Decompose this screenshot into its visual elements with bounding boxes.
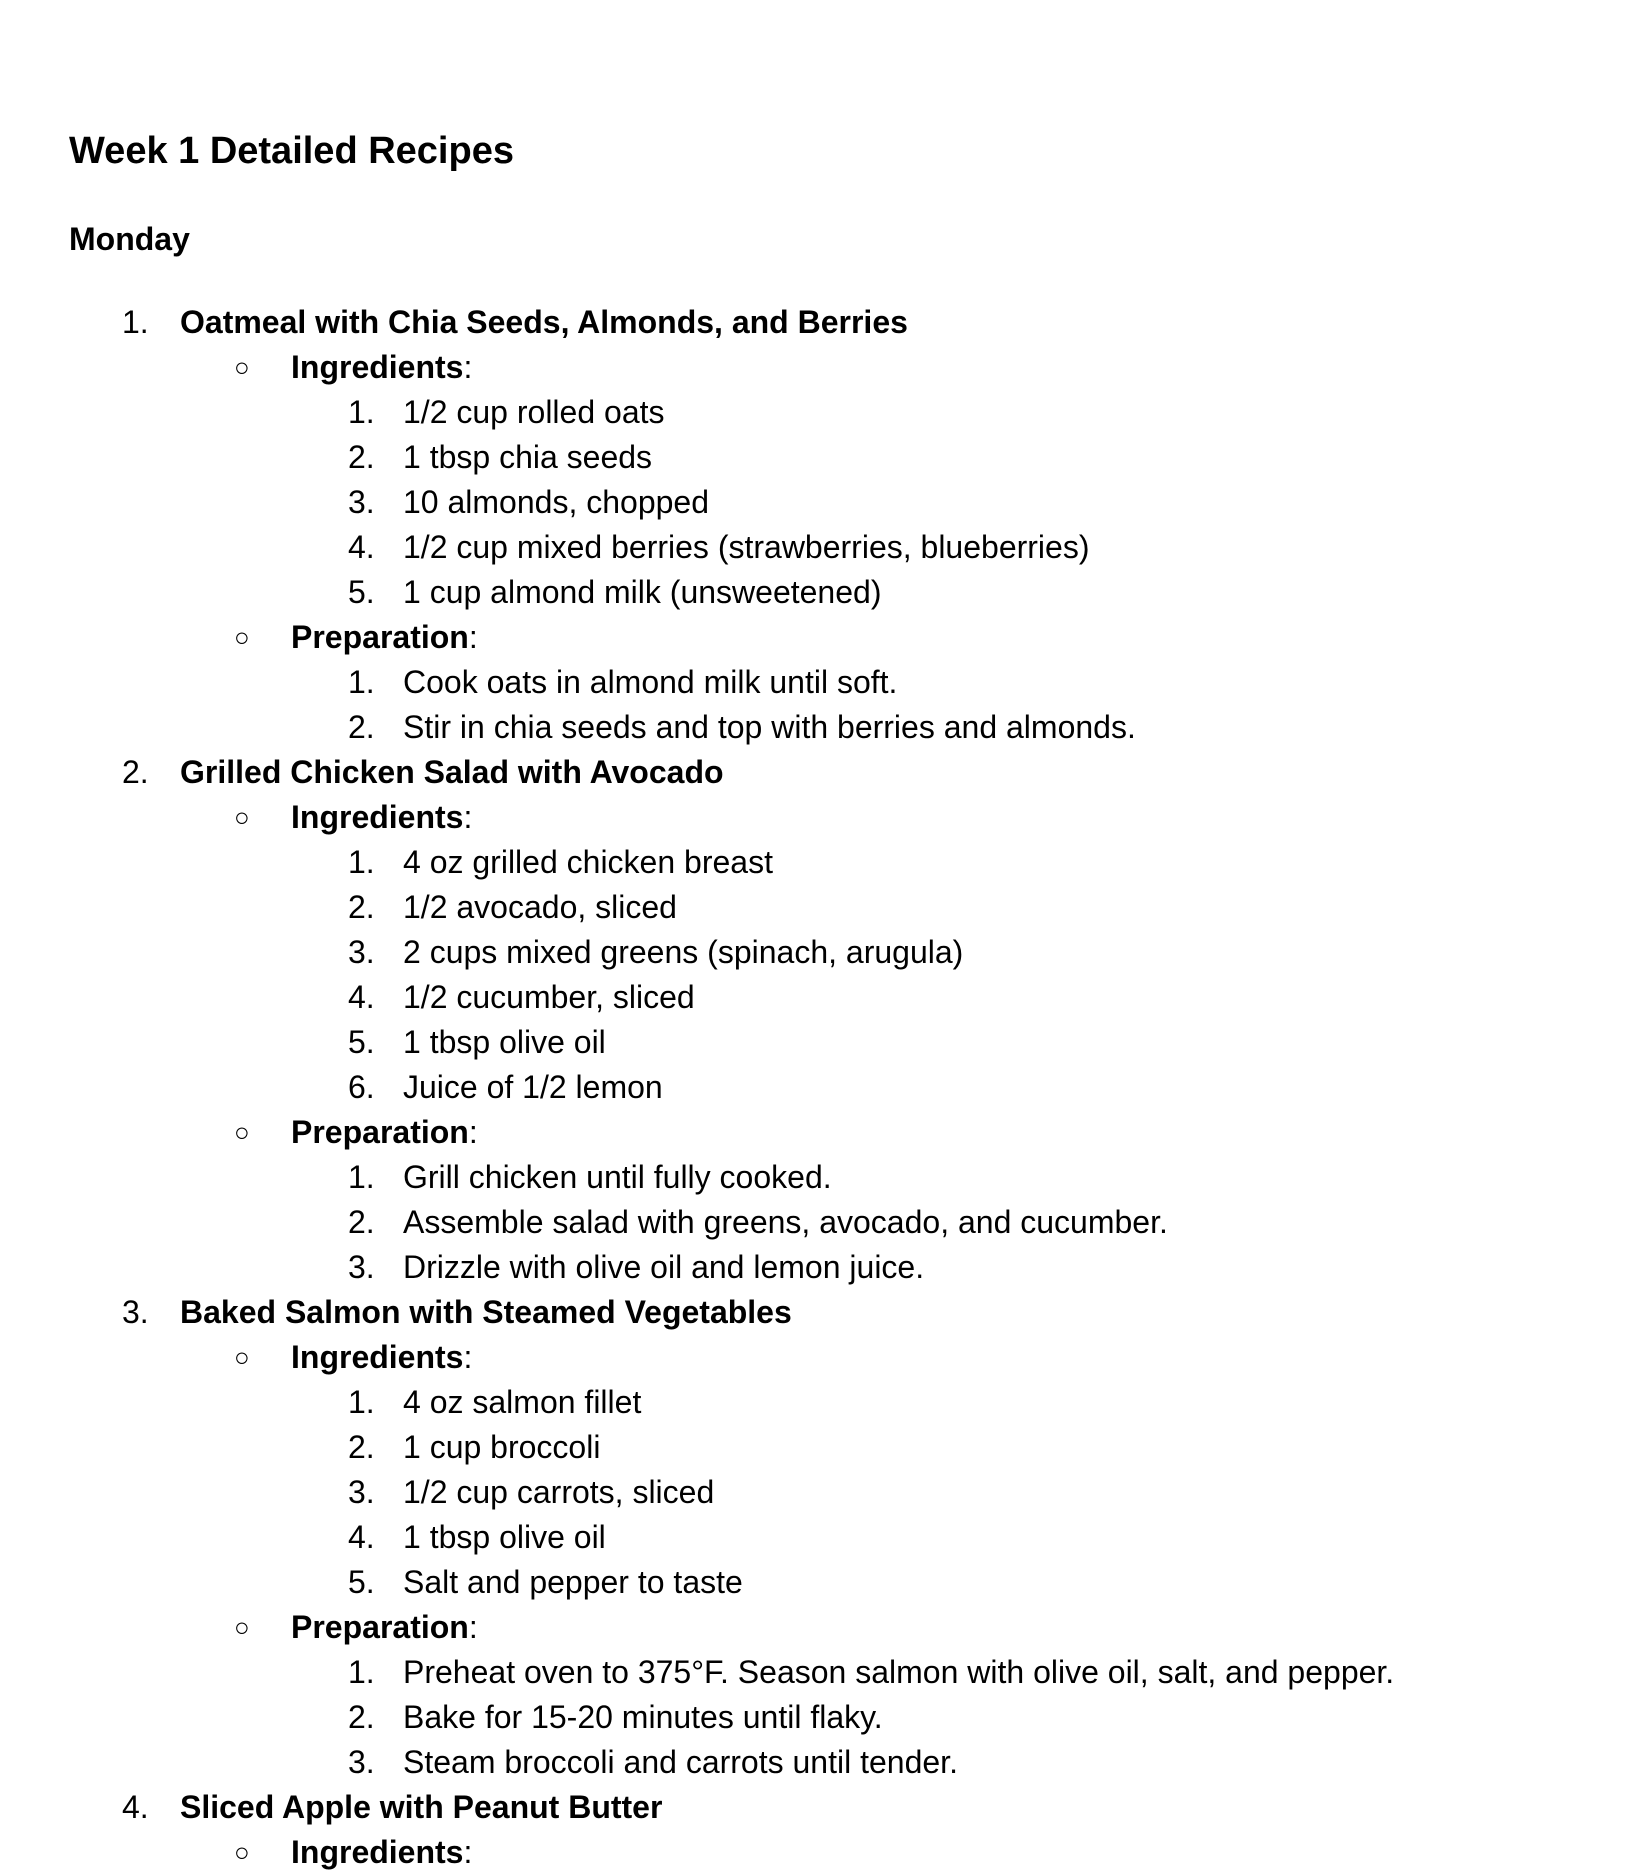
preparation-label: Preparation <box>291 1609 469 1645</box>
bullet-marker: ○ <box>234 1117 250 1147</box>
list-item-text: Juice of 1/2 lemon <box>403 1069 663 1105</box>
ingredients-item <box>0 1470 1636 1515</box>
list-item-text: 1 tbsp chia seeds <box>403 439 653 475</box>
list-number: 1. <box>348 1159 375 1195</box>
ingredients-label: Ingredients <box>291 1834 464 1870</box>
ingredients-heading <box>0 1830 1636 1875</box>
list-item-text: Assemble salad with greens, avocado, and cucumber. <box>403 1204 1168 1240</box>
ingredients-item <box>0 1020 1636 1065</box>
ingredients-label: Ingredients <box>291 1339 464 1375</box>
list-item-text <box>291 615 478 660</box>
ingredients-item <box>0 390 1636 435</box>
list-number: 2. <box>348 709 375 745</box>
list-number: 2. <box>348 1699 375 1735</box>
list-item-text: 1 tbsp olive oil <box>403 1519 606 1555</box>
ingredients-item <box>0 570 1636 615</box>
list-number: 3. <box>122 1294 149 1330</box>
preparation-item <box>0 1740 1636 1785</box>
list-item-text <box>291 1830 472 1875</box>
preparation-item <box>0 705 1636 750</box>
ingredients-item <box>0 930 1636 975</box>
ingredients-label: Ingredients <box>291 349 464 385</box>
list-item-text: Cook oats in almond milk until soft. <box>403 664 898 700</box>
recipe-list <box>0 300 1636 1875</box>
preparation-item <box>0 1695 1636 1740</box>
preparation-heading <box>0 1110 1636 1155</box>
list-number: 3. <box>348 934 375 970</box>
ingredients-item <box>0 975 1636 1020</box>
list-item-text: 1/2 cucumber, sliced <box>403 979 695 1015</box>
ingredients-item <box>0 480 1636 525</box>
recipe-title <box>0 1785 1636 1830</box>
list-number: 1. <box>122 304 149 340</box>
list-number: 1. <box>348 844 375 880</box>
list-number: 1. <box>348 1384 375 1420</box>
recipe-title <box>0 300 1636 345</box>
list-number: 1. <box>348 394 375 430</box>
ingredients-item <box>0 840 1636 885</box>
list-item-text: Steam broccoli and carrots until tender. <box>403 1744 958 1780</box>
bullet-marker: ○ <box>234 1342 250 1372</box>
label-colon: : <box>463 1339 473 1375</box>
list-item-text <box>291 795 472 840</box>
bullet-marker: ○ <box>234 1837 250 1867</box>
label-colon: : <box>468 1114 478 1150</box>
list-item-text <box>291 1605 478 1650</box>
list-item-text: Stir in chia seeds and top with berries and almonds. <box>403 709 1136 745</box>
label-colon: : <box>468 1609 478 1645</box>
list-item-text: Grilled Chicken Salad with Avocado <box>180 754 724 790</box>
list-item-text: 4 oz grilled chicken breast <box>403 844 773 880</box>
list-item-text: 4 oz salmon fillet <box>403 1384 642 1420</box>
list-item-text: Sliced Apple with Peanut Butter <box>180 1789 663 1825</box>
list-item-text: 1 cup almond milk (unsweetened) <box>403 574 882 610</box>
recipe-title <box>0 750 1636 795</box>
preparation-item <box>0 660 1636 705</box>
list-number: 3. <box>348 484 375 520</box>
ingredients-heading <box>0 1335 1636 1380</box>
ingredients-heading <box>0 345 1636 390</box>
list-number: 4. <box>122 1789 149 1825</box>
list-number: 5. <box>348 1564 375 1600</box>
list-item-text <box>291 1335 472 1380</box>
list-item-text: 1/2 cup carrots, sliced <box>403 1474 715 1510</box>
preparation-item <box>0 1245 1636 1290</box>
list-item-text: 10 almonds, chopped <box>403 484 709 520</box>
label-colon: : <box>463 349 473 385</box>
list-item-text: 1 tbsp olive oil <box>403 1024 606 1060</box>
bullet-marker: ○ <box>234 622 250 652</box>
list-number: 4. <box>348 979 375 1015</box>
label-colon: : <box>463 799 473 835</box>
list-item-text: Drizzle with olive oil and lemon juice. <box>403 1249 925 1285</box>
list-item-text: Grill chicken until fully cooked. <box>403 1159 832 1195</box>
list-number: 2. <box>348 1429 375 1465</box>
ingredients-heading <box>0 795 1636 840</box>
list-item-text <box>291 345 472 390</box>
bullet-marker: ○ <box>234 352 250 382</box>
list-number: 2. <box>348 1204 375 1240</box>
list-number: 4. <box>348 1519 375 1555</box>
list-item-text: Salt and pepper to taste <box>403 1564 743 1600</box>
list-number: 2. <box>348 889 375 925</box>
ingredients-label: Ingredients <box>291 799 464 835</box>
ingredients-item <box>0 885 1636 930</box>
list-item-text: 1/2 cup rolled oats <box>403 394 665 430</box>
ingredients-item <box>0 1380 1636 1425</box>
bullet-marker: ○ <box>234 1612 250 1642</box>
list-item-text: Bake for 15-20 minutes until flaky. <box>403 1699 883 1735</box>
list-number: 1. <box>348 664 375 700</box>
recipe-title <box>0 1290 1636 1335</box>
list-number: 1. <box>348 1654 375 1690</box>
ingredients-item <box>0 1425 1636 1470</box>
bullet-marker: ○ <box>234 802 250 832</box>
page-title: Week 1 Detailed Recipes <box>69 130 514 172</box>
list-number: 3. <box>348 1744 375 1780</box>
label-colon: : <box>468 619 478 655</box>
preparation-item <box>0 1650 1636 1695</box>
ingredients-item <box>0 1560 1636 1605</box>
list-number: 3. <box>348 1474 375 1510</box>
list-item-text: Baked Salmon with Steamed Vegetables <box>180 1294 792 1330</box>
list-number: 3. <box>348 1249 375 1285</box>
label-colon: : <box>463 1834 473 1870</box>
preparation-heading <box>0 615 1636 660</box>
preparation-label: Preparation <box>291 1114 469 1150</box>
list-item-text <box>291 1110 478 1155</box>
ingredients-item <box>0 1065 1636 1110</box>
preparation-item <box>0 1200 1636 1245</box>
preparation-item <box>0 1155 1636 1200</box>
ingredients-item <box>0 525 1636 570</box>
day-heading: Monday <box>69 221 190 257</box>
preparation-heading <box>0 1605 1636 1650</box>
list-number: 6. <box>348 1069 375 1105</box>
list-item-text: 2 cups mixed greens (spinach, arugula) <box>403 934 964 970</box>
list-item-text: Preheat oven to 375°F. Season salmon with olive oil, salt, and pepper. <box>403 1654 1395 1690</box>
ingredients-item <box>0 1515 1636 1560</box>
list-item-text: 1 cup broccoli <box>403 1429 601 1465</box>
list-number: 4. <box>348 529 375 565</box>
ingredients-item <box>0 435 1636 480</box>
list-item-text: 1/2 avocado, sliced <box>403 889 677 925</box>
preparation-label: Preparation <box>291 619 469 655</box>
list-item-text: Oatmeal with Chia Seeds, Almonds, and Berries <box>180 304 908 340</box>
list-number: 5. <box>348 574 375 610</box>
list-item-text: 1/2 cup mixed berries (strawberries, blueberries) <box>403 529 1090 565</box>
list-number: 2. <box>122 754 149 790</box>
list-number: 2. <box>348 439 375 475</box>
list-number: 5. <box>348 1024 375 1060</box>
